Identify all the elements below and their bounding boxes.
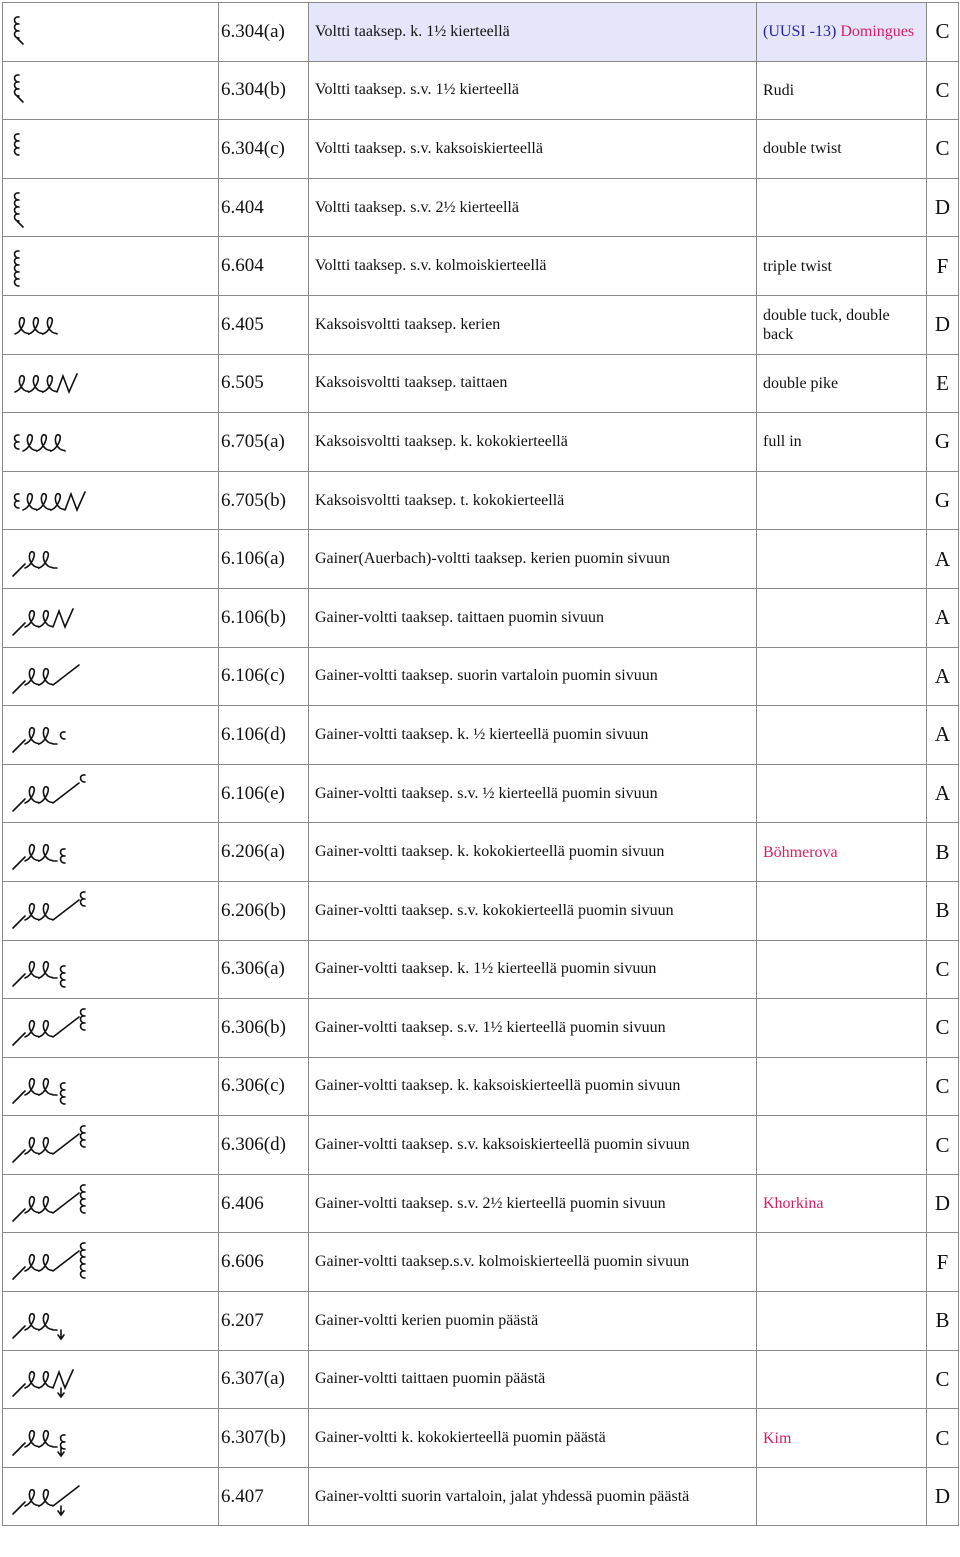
symbol-icon xyxy=(7,124,218,174)
element-name: Kim xyxy=(763,1429,792,1447)
element-description: Gainer-voltti taaksep.s.v. kolmoiskierteellä puomin sivuun xyxy=(309,1233,757,1292)
element-description: Gainer-voltti taaksep. k. kokokierteellä puomin sivuun xyxy=(309,823,757,882)
symbol-cell xyxy=(3,413,219,472)
symbol-cell xyxy=(3,178,219,237)
difficulty-value: B xyxy=(927,881,959,940)
element-table xyxy=(2,2,959,1526)
element-code: 6.406 xyxy=(219,1174,309,1233)
symbol-icon xyxy=(7,1237,218,1287)
symbol-icon xyxy=(7,827,218,877)
table-row xyxy=(3,999,959,1058)
element-description: Gainer-voltti taaksep. s.v. 2½ kierteellä puomin sivuun xyxy=(309,1174,757,1233)
table-row xyxy=(3,1116,959,1175)
table-row xyxy=(3,354,959,413)
symbol-icon xyxy=(7,1354,218,1404)
element-description: Kaksoisvoltti taaksep. taittaen xyxy=(309,354,757,413)
element-name-cell xyxy=(757,530,927,589)
element-name-cell xyxy=(757,295,927,354)
element-code: 6.207 xyxy=(219,1292,309,1351)
table-row xyxy=(3,1409,959,1468)
element-name-cell xyxy=(757,471,927,530)
element-description: Gainer-voltti k. kokokierteellä puomin päästä xyxy=(309,1409,757,1468)
difficulty-value: D xyxy=(927,295,959,354)
element-description: Voltti taaksep. k. 1½ kierteellä xyxy=(309,3,757,62)
symbol-cell xyxy=(3,3,219,62)
symbol-cell xyxy=(3,1467,219,1526)
difficulty-value: A xyxy=(927,530,959,589)
element-name-cell xyxy=(757,3,927,62)
difficulty-value: C xyxy=(927,61,959,120)
new-element-note: (UUSI -13) xyxy=(763,23,837,41)
element-description: Gainer-voltti taaksep. s.v. 1½ kierteellä puomin sivuun xyxy=(309,999,757,1058)
symbol-icon xyxy=(7,241,218,291)
element-code: 6.705(a) xyxy=(219,413,309,472)
element-description: Gainer-voltti kerien puomin päästä xyxy=(309,1292,757,1351)
symbol-icon xyxy=(7,593,218,643)
symbol-cell xyxy=(3,120,219,179)
symbol-cell xyxy=(3,354,219,413)
difficulty-value: G xyxy=(927,471,959,530)
table-row xyxy=(3,647,959,706)
element-code: 6.306(a) xyxy=(219,940,309,999)
difficulty-value: C xyxy=(927,1057,959,1116)
table-row xyxy=(3,295,959,354)
table-row xyxy=(3,1350,959,1409)
table-row xyxy=(3,413,959,472)
symbol-cell xyxy=(3,764,219,823)
element-name: double pike xyxy=(763,374,839,392)
difficulty-value: B xyxy=(927,1292,959,1351)
element-name: full in xyxy=(763,433,802,451)
symbol-cell xyxy=(3,588,219,647)
element-description: Gainer-voltti suorin vartaloin, jalat yhdessä puomin päästä xyxy=(309,1467,757,1526)
symbol-cell xyxy=(3,1233,219,1292)
element-code: 6.505 xyxy=(219,354,309,413)
table-row xyxy=(3,1057,959,1116)
element-name-cell xyxy=(757,178,927,237)
symbol-icon xyxy=(7,1296,218,1346)
element-code: 6.705(b) xyxy=(219,471,309,530)
element-code: 6.405 xyxy=(219,295,309,354)
symbol-cell xyxy=(3,1409,219,1468)
symbol-cell xyxy=(3,1174,219,1233)
element-code: 6.304(c) xyxy=(219,120,309,179)
element-name: double twist xyxy=(763,140,842,158)
table-row xyxy=(3,530,959,589)
symbol-cell xyxy=(3,881,219,940)
element-code: 6.106(b) xyxy=(219,588,309,647)
difficulty-value: C xyxy=(927,1350,959,1409)
symbol-icon xyxy=(7,1179,218,1229)
element-name: Rudi xyxy=(763,81,795,99)
element-code: 6.306(b) xyxy=(219,999,309,1058)
element-name-cell xyxy=(757,120,927,179)
symbol-cell xyxy=(3,999,219,1058)
element-name-cell xyxy=(757,237,927,296)
table-row xyxy=(3,881,959,940)
difficulty-value: A xyxy=(927,764,959,823)
symbol-icon xyxy=(7,1413,218,1463)
element-code: 6.404 xyxy=(219,178,309,237)
symbol-cell xyxy=(3,471,219,530)
element-name: Domingues xyxy=(840,23,915,41)
symbol-icon xyxy=(7,651,218,701)
table-row xyxy=(3,823,959,882)
element-name-cell xyxy=(757,61,927,120)
difficulty-value: C xyxy=(927,3,959,62)
element-description: Gainer-voltti taaksep. s.v. ½ kierteellä puomin sivuun xyxy=(309,764,757,823)
symbol-cell xyxy=(3,647,219,706)
element-description: Kaksoisvoltti taaksep. kerien xyxy=(309,295,757,354)
element-description: Kaksoisvoltti taaksep. k. kokokierteellä xyxy=(309,413,757,472)
symbol-icon xyxy=(7,358,218,408)
element-code: 6.206(a) xyxy=(219,823,309,882)
symbol-cell xyxy=(3,295,219,354)
symbol-cell xyxy=(3,1116,219,1175)
difficulty-value: D xyxy=(927,178,959,237)
table-row xyxy=(3,764,959,823)
element-name-cell xyxy=(757,1467,927,1526)
element-name-cell xyxy=(757,1233,927,1292)
element-name-cell xyxy=(757,823,927,882)
element-code: 6.307(a) xyxy=(219,1350,309,1409)
element-code: 6.106(c) xyxy=(219,647,309,706)
symbol-icon xyxy=(7,476,218,526)
element-description: Gainer(Auerbach)-voltti taaksep. kerien puomin sivuun xyxy=(309,530,757,589)
element-name-cell xyxy=(757,706,927,765)
symbol-cell xyxy=(3,1350,219,1409)
element-name: double tuck, double back xyxy=(763,306,890,343)
element-description: Gainer-voltti taaksep. k. 1½ kierteellä puomin sivuun xyxy=(309,940,757,999)
element-description: Gainer-voltti taaksep. taittaen puomin sivuun xyxy=(309,588,757,647)
symbol-cell xyxy=(3,940,219,999)
table-row xyxy=(3,1174,959,1233)
table-row xyxy=(3,178,959,237)
symbol-icon xyxy=(7,417,218,467)
element-description: Gainer-voltti taaksep. k. ½ kierteellä puomin sivuun xyxy=(309,706,757,765)
element-description: Gainer-voltti taaksep. s.v. kokokierteellä puomin sivuun xyxy=(309,881,757,940)
difficulty-value: F xyxy=(927,1233,959,1292)
element-name-cell xyxy=(757,647,927,706)
difficulty-value: C xyxy=(927,1116,959,1175)
element-table-body xyxy=(3,3,959,1526)
symbol-icon xyxy=(7,886,218,936)
table-row xyxy=(3,1233,959,1292)
element-name-cell xyxy=(757,940,927,999)
difficulty-value: D xyxy=(927,1174,959,1233)
element-name-cell xyxy=(757,1057,927,1116)
symbol-icon xyxy=(7,769,218,819)
difficulty-value: F xyxy=(927,237,959,296)
element-code: 6.206(b) xyxy=(219,881,309,940)
symbol-icon xyxy=(7,944,218,994)
element-code: 6.106(e) xyxy=(219,764,309,823)
table-row xyxy=(3,237,959,296)
difficulty-value: C xyxy=(927,999,959,1058)
symbol-cell xyxy=(3,530,219,589)
table-row xyxy=(3,940,959,999)
difficulty-value: B xyxy=(927,823,959,882)
table-row xyxy=(3,706,959,765)
symbol-icon xyxy=(7,183,218,233)
symbol-cell xyxy=(3,706,219,765)
element-name-cell xyxy=(757,1409,927,1468)
symbol-cell xyxy=(3,1057,219,1116)
symbol-icon xyxy=(7,7,218,57)
table-row xyxy=(3,1292,959,1351)
symbol-icon xyxy=(7,300,218,350)
difficulty-value: D xyxy=(927,1467,959,1526)
element-description: Gainer-voltti taaksep. k. kaksoiskierteellä puomin sivuun xyxy=(309,1057,757,1116)
difficulty-value: A xyxy=(927,706,959,765)
difficulty-value: C xyxy=(927,940,959,999)
symbol-icon xyxy=(7,1472,218,1522)
table-row xyxy=(3,471,959,530)
element-name: triple twist xyxy=(763,257,832,275)
difficulty-value: G xyxy=(927,413,959,472)
element-name-cell xyxy=(757,881,927,940)
table-row xyxy=(3,3,959,62)
element-code: 6.606 xyxy=(219,1233,309,1292)
element-description: Gainer-voltti taaksep. s.v. kaksoiskierteellä puomin sivuun xyxy=(309,1116,757,1175)
table-row xyxy=(3,1467,959,1526)
element-description: Kaksoisvoltti taaksep. t. kokokierteellä xyxy=(309,471,757,530)
element-description: Gainer-voltti taittaen puomin päästä xyxy=(309,1350,757,1409)
symbol-icon xyxy=(7,65,218,115)
element-name-cell xyxy=(757,1174,927,1233)
element-name: Böhmerova xyxy=(763,843,838,861)
symbol-icon xyxy=(7,710,218,760)
element-description: Voltti taaksep. s.v. 2½ kierteellä xyxy=(309,178,757,237)
element-code: 6.306(c) xyxy=(219,1057,309,1116)
element-code: 6.304(a) xyxy=(219,3,309,62)
difficulty-value: A xyxy=(927,647,959,706)
element-name-cell xyxy=(757,764,927,823)
element-name-cell xyxy=(757,588,927,647)
difficulty-value: E xyxy=(927,354,959,413)
element-description: Gainer-voltti taaksep. suorin vartaloin puomin sivuun xyxy=(309,647,757,706)
symbol-cell xyxy=(3,1292,219,1351)
symbol-cell xyxy=(3,823,219,882)
symbol-icon xyxy=(7,1003,218,1053)
element-description: Voltti taaksep. s.v. 1½ kierteellä xyxy=(309,61,757,120)
element-name: Khorkina xyxy=(763,1195,824,1213)
symbol-icon xyxy=(7,534,218,584)
element-code: 6.304(b) xyxy=(219,61,309,120)
difficulty-value: C xyxy=(927,1409,959,1468)
element-name-cell xyxy=(757,354,927,413)
element-code: 6.106(d) xyxy=(219,706,309,765)
symbol-icon xyxy=(7,1120,218,1170)
element-name-cell xyxy=(757,1116,927,1175)
element-description: Voltti taaksep. s.v. kaksoiskierteellä xyxy=(309,120,757,179)
element-name-cell xyxy=(757,413,927,472)
symbol-cell xyxy=(3,61,219,120)
element-name-cell xyxy=(757,1350,927,1409)
element-code: 6.106(a) xyxy=(219,530,309,589)
element-description: Voltti taaksep. s.v. kolmoiskierteellä xyxy=(309,237,757,296)
symbol-cell xyxy=(3,237,219,296)
element-code: 6.407 xyxy=(219,1467,309,1526)
difficulty-value: C xyxy=(927,120,959,179)
element-code: 6.306(d) xyxy=(219,1116,309,1175)
element-name-cell xyxy=(757,1292,927,1351)
table-row xyxy=(3,120,959,179)
symbol-icon xyxy=(7,1061,218,1111)
difficulty-value: A xyxy=(927,588,959,647)
table-row xyxy=(3,588,959,647)
element-name-cell xyxy=(757,999,927,1058)
element-code: 6.604 xyxy=(219,237,309,296)
table-row xyxy=(3,61,959,120)
element-code: 6.307(b) xyxy=(219,1409,309,1468)
